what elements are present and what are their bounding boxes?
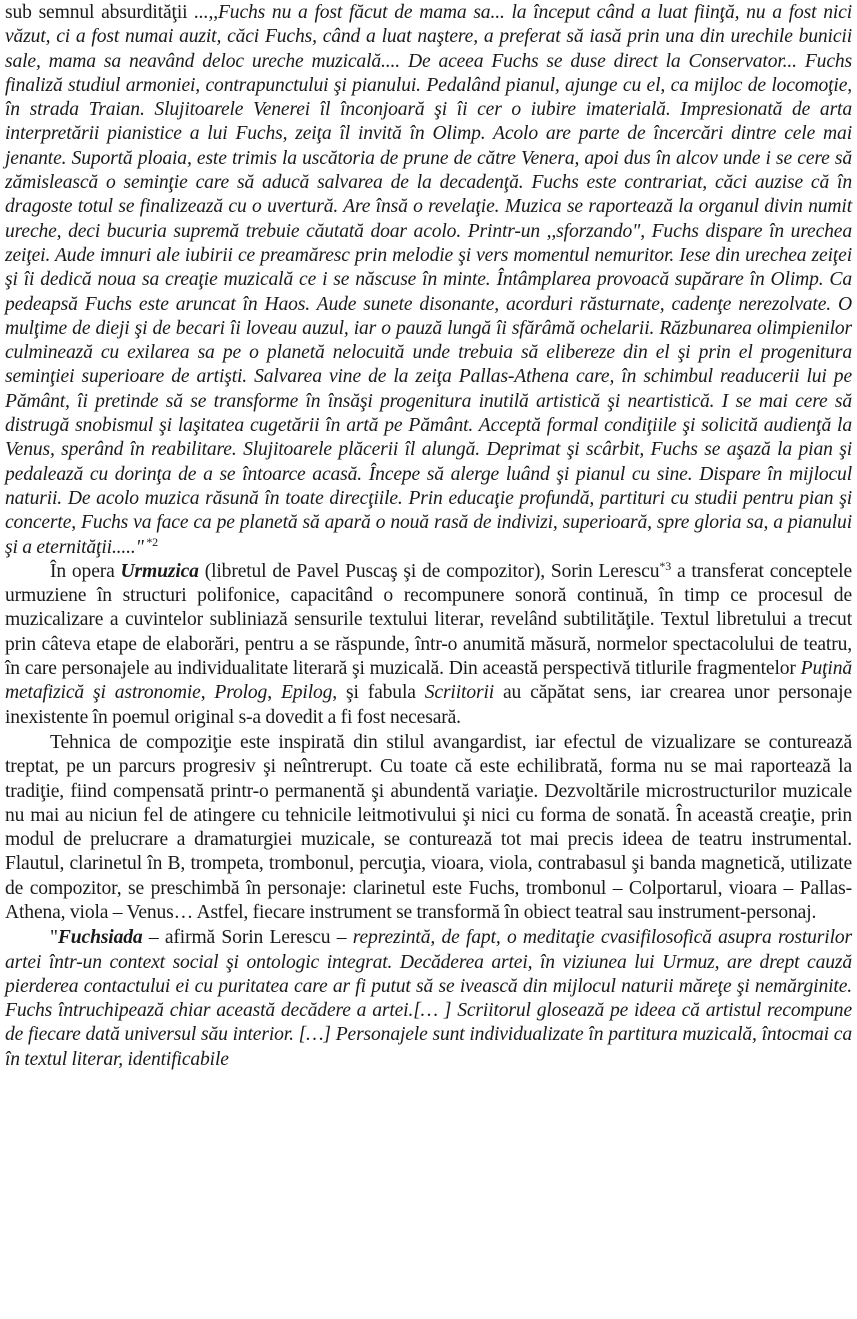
paragraph-fuchsiada-quote [5, 926, 852, 1072]
text-run: , [200, 682, 215, 704]
work-title: Fuchsiada [57, 927, 143, 949]
fragment-title: Prolog [214, 682, 268, 704]
text-run: (libretul de Pavel Puscaş şi de compozitor), Sorin Lerescu [198, 560, 660, 582]
footnote-marker: *2 [143, 534, 159, 549]
document-page [5, 1, 852, 1072]
footnote-marker: *3 [659, 558, 672, 573]
text-run: a transferat conceptele urmuziene în structuri polifonice, capacitând o recompunere sonoră continuă, în timp ce procesul de muzicalizare a cuvintelor subliniază sensurile textului literar, revelând subtilităţile. Textul libretului a trecut prin câteva etape de elaborări, pentru a se răspunde, într-o anumită măsură, normelor spectacolului de teatru, în care personajele au individualitate literară şi muzicală. Din această perspectivă titlurile fragmentelor [5, 560, 852, 680]
text-run: " [50, 927, 58, 949]
fragment-title: Epilog [280, 682, 333, 704]
paragraph-fuchs-summary [5, 1, 852, 560]
fuchs-quote: ...,,Fuchs nu a fost făcut de mama sa... la început când a luat fiinţă, nu a fost nici văzut, ci a fost numai auzit, căci Fuchs, când a luat naştere, a preferat să iasă prin una din urechile bunicii sale, mama sa neavând deloc ureche muzicală.... De aceea Fuchs se duse direct la Conservator... Fuchs finaliză studiul armoniei, contrapunctului şi pianului. Pedalând pianul, ajunge cu el, ca mijloc de locomoţie, în strada Traian. Slujitoarele Venerei îl înconjoară şi îi cer o iubire imaterială. Impresionată de arta interpretării pianistice a lui Fuchs, zeiţa îl invită în Olimp. Acolo are parte de încercări dintre cele mai jenante. Suportă ploaia, este trimis la uscătoria de prune de către Venera, apoi dus în alcov unde i se cere să zămislească o seminţie care să aducă salvarea de la decadenţă. Fuchs este contrariat, căci auzise că în dragoste totul se finalizează cu o uvertură. Are însă o revelaţie. Muzica se raportează la organul divin numit ureche, deci bucuria supremă trebuie căutată doar acolo. Printr-un ,,sforzando", Fuchs dispare în urechea zeiţei. Aude imnuri ale iubirii ce preamăresc prin melodie şi vers momentul nemuritor. Iese din urechea zeiţei şi îi dedică noua sa creaţie muzicală ce i se născuse în minte. Întâmplarea provoacă supărare în Olimp. Ca pedeapsă Fuchs este aruncat în Haos. Aude sunete disonante, acorduri răsturnate, cadenţe nerezolvate. O mulţime de dieji şi de becari îi loveau auzul, iar o pauză lungă îi sfărâmă ochelarii. Răzbunarea olimpienilor culminează cu exilarea sa pe o planetă nelocuită unde trebuia să elibereze din el şi prin el progenitura seminţiei superioare de artişti. Salvarea vine de la zeiţa Pallas-Athena care, în schimbul readucerii lui pe Pământ, îi pretinde să se transforme în însăşi progenitura inutilă artistică şi neartistică. I se mai cere să distrugă snobismul şi laşitatea cugetării în artă pe Pământ. Acceptă formal condiţiile şi solicită audienţă la Venus, sperând în reabilitare. Slujitoarele plăcerii îl alungă. Deprimat şi scârbit, Fuchs se aşază la pian şi pedalează cu dorinţa de a se întoarce acasă. Începe să alerge luând şi pianul cu sine. Dispare în mijlocul naturii. De acolo muzica răsună în toate direcţiile. Prin educaţie profundă, partituri cu studii pentru pian şi concerte, Fuchs va face ca pe planetă să apară o nouă rasă de indivizi, superioară, spre gloria sa, a pianului şi a eternităţii....." [5, 2, 852, 558]
text-run: În opera [50, 560, 121, 582]
text-run: , [267, 682, 281, 704]
paragraph-urmuzica [5, 560, 852, 730]
text-run: – afirmă Sorin Lerescu – [142, 927, 353, 949]
paragraph-composition-technique [5, 731, 852, 925]
fragment-title: Scriitorii [424, 682, 495, 704]
lead-text: sub semnul absurdităţii [5, 2, 195, 23]
opera-title: Urmuzica [120, 560, 199, 582]
text-run: Tehnica de compoziţie este inspirată din stilul avangardist, iar efectul de vizualizare se conturează treptat, pe un parcurs progresiv şi neîntrerupt. Cu toate că este echilibrată, forma nu se mai raportează la tradiţie, fiind compensată printr-o permanentă şi abundentă variaţie. Dezvoltările microstructurilor muzicale nu mai au niciun fel de atingere cu tehnicile leitmotivului şi nici cu forma de sonată. În această creaţie, prin modul de prelucrare a dramaturgiei muzicale, se conturează tot mai precis ideea de teatru instrumental. Flautul, clarinetul în B, trompeta, trombonul, percuţia, vioara, viola, contrabasul şi banda magnetică, utilizate de compozitor, se preschimbă în personaje: clarinetul este Fuchs, trombonul – Colportarul, vioara – Pallas-Athena, viola – Venus… Astfel, fiecare instrument se transformă în obiect teatral sau instrument-personaj. [5, 731, 852, 923]
text-run: , şi fabula [332, 682, 425, 704]
text-run: au căpătat sens, iar crearea unor personaje inexistente în poemul original s-a dovedit a fi fost necesară. [5, 682, 853, 728]
composer-quote: reprezintă, de fapt, o meditaţie cvasifilosofică asupra rosturilor artei într-un context social şi ontologic integrat. Decăderea artei, în viziunea lui Urmuz, are drept cauză pierderea contactului ei cu puritatea care ar fi putut să se ivească din mijlocul naturii măreţe şi nemărginite. Fuchs întruchipează chiar această decădere a artei.[… ] Scriitorul glosează pe ideea că artistul recompune de fiecare dată universul său interior. […] Personajele sunt individualizate în partitura muzicală, întocmai ca în textul literar, identificabile [5, 927, 852, 1070]
fragment-title: Puţină metafizică şi astronomie [5, 658, 852, 704]
